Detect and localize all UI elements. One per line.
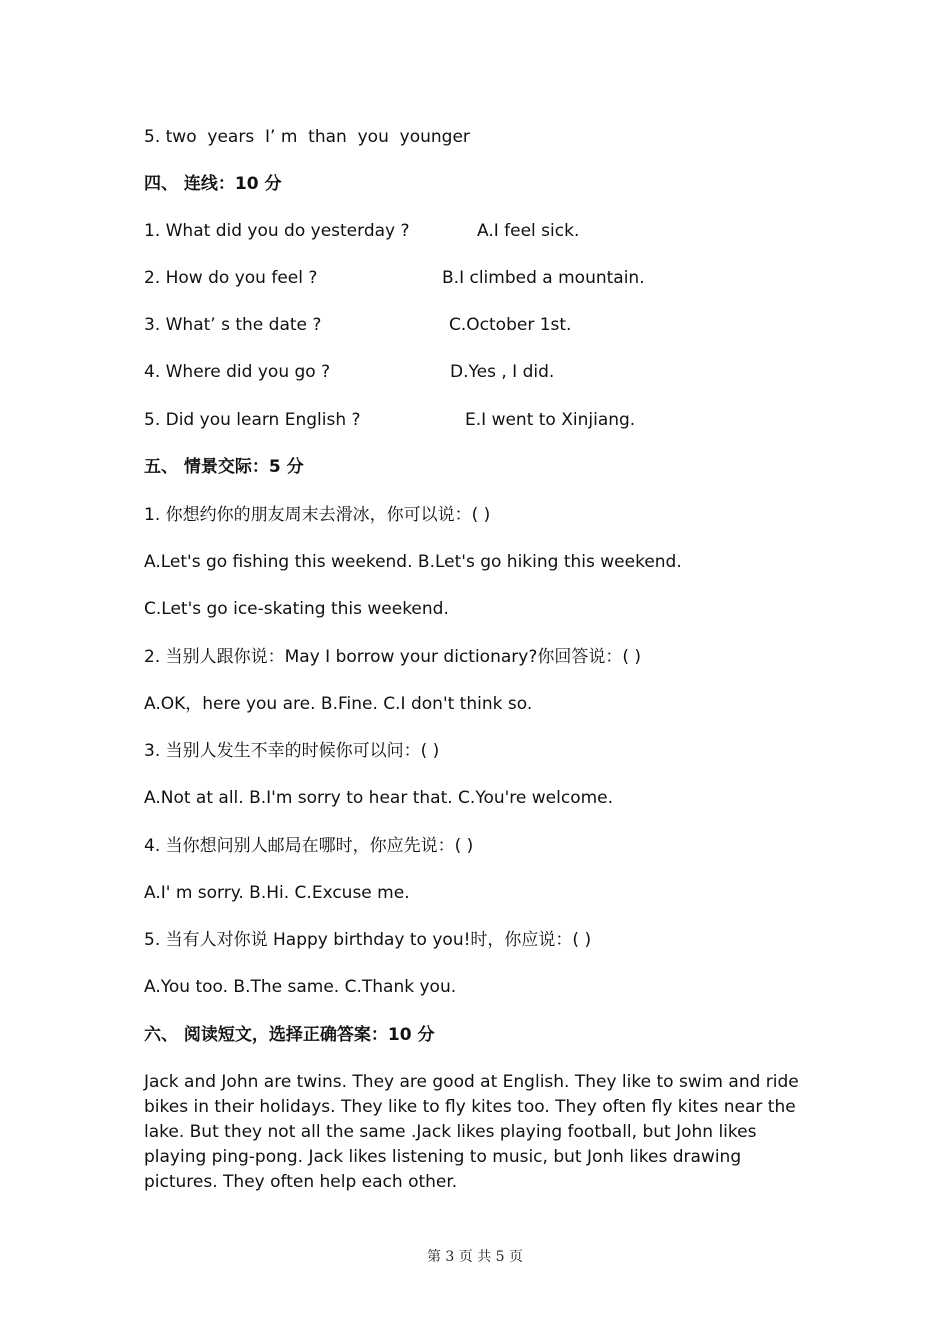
matching-left-3: 3. What’ s the date ? [144,315,322,335]
situational-options-5: A.You too. B.The same. C.Thank you. [144,977,457,997]
situational-options-1a: A.Let's go fishing this weekend. B.Let's go hiking this weekend. [144,552,682,572]
matching-right-d: D.Yes , I did. [450,362,555,382]
reading-passage: Jack and John are twins. They are good at English. They like to swim and ride bikes in their holidays. They like to fly kites too. They often fly kites near the lake. But they not all the same .Jack likes playing football, but John likes playing ping-pong. Jack likes listening to music, but Jonh likes drawing pictures. They often help each other. [144,1072,799,1192]
matching-left-4: 4. Where did you go ? [144,362,331,382]
matching-right-e: E.I went to Xinjiang. [465,410,636,430]
question-3-item-5: 5. two years I’ m than you younger [144,127,470,147]
matching-left-1: 1. What did you do yesterday ? [144,221,410,241]
situational-options-2: A.OK，here you are. B.Fine. C.I don't think so. [144,694,533,714]
situational-options-4: A.I' m sorry. B.Hi. C.Excuse me. [144,883,410,903]
page-footer: 第 3 页 共 5 页 [426,1249,524,1265]
situational-options-3: A.Not at all. B.I'm sorry to hear that. C.You're welcome. [144,788,614,808]
situational-question-4: 4. 当你想问别人邮局在哪时，你应先说：( ) [144,836,474,856]
situational-question-3: 3. 当别人发生不幸的时候你可以问：( ) [144,741,440,761]
situational-options-1b: C.Let's go ice-skating this weekend. [144,599,449,619]
section-6-heading: 六、 阅读短文，选择正确答案：10 分 [144,1025,435,1045]
situational-question-2: 2. 当别人跟你说：May I borrow your dictionary?你回答说：( ) [144,647,642,667]
matching-right-b: B.I climbed a mountain. [442,268,645,288]
matching-right-c: C.October 1st. [449,315,572,335]
matching-left-5: 5. Did you learn English ? [144,410,361,430]
section-4-heading: 四、 连线：10 分 [144,174,282,194]
section-5-heading: 五、 情景交际：5 分 [144,457,304,477]
situational-question-1: 1. 你想约你的朋友周末去滑冰，你可以说：( ) [144,505,491,525]
matching-left-2: 2. How do you feel ? [144,268,318,288]
matching-right-a: A.I feel sick. [477,221,580,241]
situational-question-5: 5. 当有人对你说 Happy birthday to you!时，你应说：( ) [144,930,592,950]
